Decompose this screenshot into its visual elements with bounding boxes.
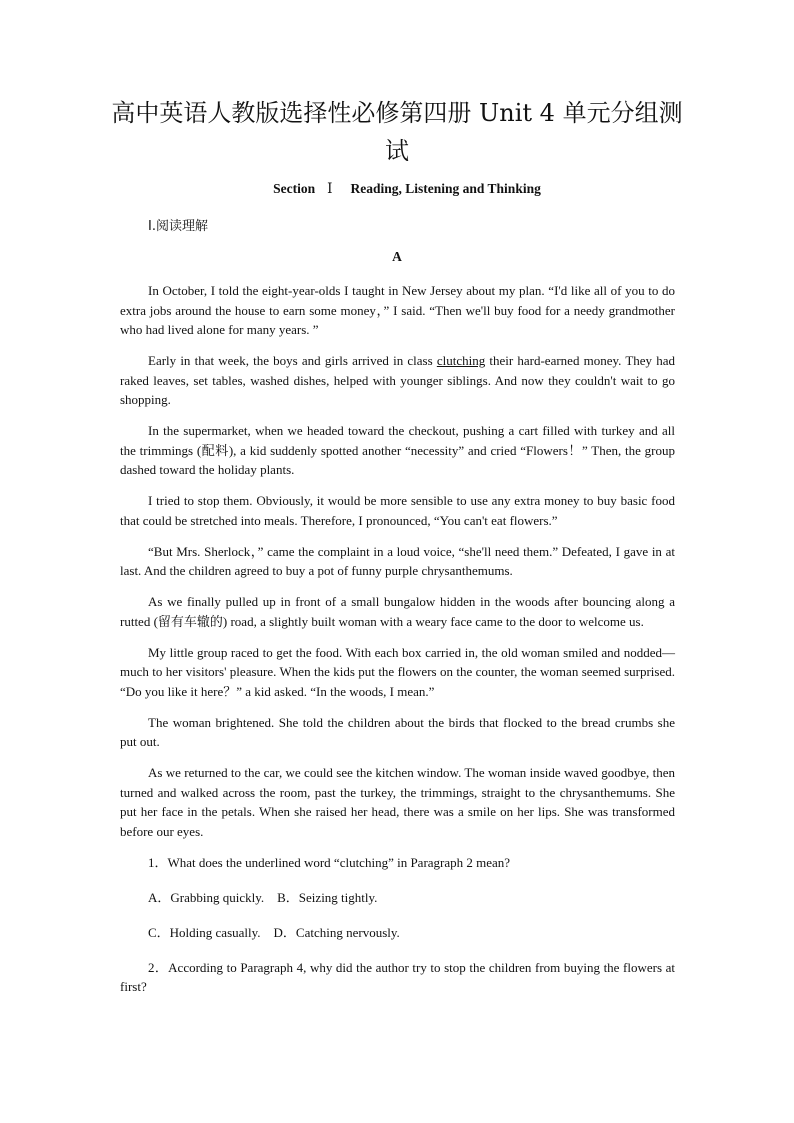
paragraph-2-start: Early in that week, the boys and girls arrived in class — [148, 353, 437, 368]
question-1-options-cd: C．Holding casually. D．Catching nervously. — [148, 924, 400, 940]
page-title: 高中英语人教版选择性必修第四册 Unit 4 单元分组测试 — [111, 99, 683, 165]
section-number: Ⅰ — [327, 181, 333, 196]
question-2: 2．According to Paragraph 4, why did the author try to stop the children from buying the flowers at first? — [120, 959, 675, 994]
paragraph-3: In the supermarket, when we headed toward the checkout, pushing a cart filled with turkey and all the trimmings (配料), a kid suddenly spotted another “necessity” and cried “Flowers！” Then, the group dashed toward the holiday plants. — [120, 423, 675, 477]
part-heading: Ⅰ.阅读理解 — [148, 219, 208, 234]
paragraph-2-end: their hard-earned money. They had raked leaves, set tables, washed dishes, helped with younger siblings. And now they couldn't wait to go shopping. — [120, 353, 675, 407]
paragraph-5: “But Mrs. Sherlock，” came the complaint in a loud voice, “she'll need them.” Defeated, I gave in at last. And the children agreed to buy a pot of funny purple chrysanthemums. — [120, 543, 675, 578]
underlined-word: clutching — [436, 353, 486, 368]
section-name: Reading, Listening and Thinking — [350, 181, 541, 196]
paragraph-2 — [120, 351, 675, 410]
passage-body — [120, 281, 675, 1008]
paragraph-4: I tried to stop them. Obviously, it would be more sensible to use any extra money to buy basic food that could be stretched into meals. Therefore, I pronounced, “You can't eat flowers.” — [120, 493, 675, 528]
paragraph-6: As we finally pulled up in front of a small bungalow hidden in the woods after bouncing along a rutted (留有车辙的) road, a slightly built woman with a weary face came to the door to welcome us. — [120, 594, 675, 629]
passage-label: A — [392, 249, 402, 264]
section-label: Section — [273, 181, 316, 196]
paragraph-9: As we returned to the car, we could see the kitchen window. The woman inside waved goodbye, then turned and walked across the room, past the turkey, the trimmings, straight to the chrysanthemums. She put her face in the petals. When she raised her head, there was a smile on her lips. She was transformed before our eyes. — [120, 765, 675, 839]
paragraph-8: The woman brightened. She told the children about the birds that flocked to the bread crumbs she put out. — [120, 714, 675, 749]
question-1: 1．What does the underlined word “clutching” in Paragraph 2 mean? — [148, 854, 511, 870]
paragraph-7: My little group raced to get the food. With each box carried in, the old woman smiled and nodded— much to her visitors' pleasure. When the kids put the flowers on the counter, the woman seemed surprised. “Do you like it here？” a kid asked. “In the woods, I mean.” — [120, 644, 675, 699]
question-1-options-ab: A．Grabbing quickly. B．Seizing tightly. — [148, 889, 378, 905]
section-heading — [120, 181, 694, 197]
paragraph-1: In October, I told the eight-year-olds I taught in New Jersey about my plan. “I'd like all of you to do extra jobs around the house to earn some money，” I said. “Then we'll buy food for a needy grandmother who had lived alone for many years. ” — [120, 283, 675, 337]
